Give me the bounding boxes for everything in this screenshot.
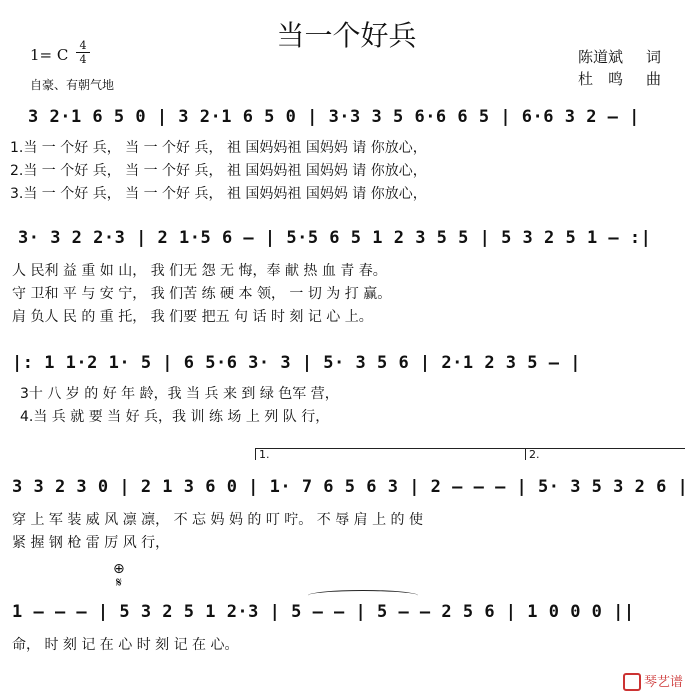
- lyric-row-5-verse-1: 命， 时 刻 记 在 心 时 刻 记 在 心。: [12, 637, 239, 653]
- composer-role: 曲: [646, 70, 662, 88]
- notation-row-3: |: 1 1·2 1· 5 | 6 5·6 3· 3 | 5· 3 5 6 | 2·1 2 3 5 – |: [12, 353, 581, 373]
- lyric-row-2-verse-1: 人 民利 益 重 如 山， 我 们无 怨 无 悔，奉 献 热 血 青 春。: [12, 263, 387, 279]
- time-signature-top: 4: [79, 39, 87, 52]
- time-signature-bottom: 4: [79, 53, 87, 66]
- watermark-text: 琴艺谱: [643, 674, 683, 690]
- tempo-marking: 自豪、有朝气地: [30, 78, 115, 92]
- volta-first-line: [255, 448, 525, 449]
- tie-slur: [308, 590, 418, 601]
- segno-icon: 𝄋: [115, 575, 122, 591]
- lyric-row-3-verse-3: 3十 八 岁 的 好 年 龄，我 当 兵 来 到 绿 色军 营，: [20, 386, 339, 402]
- song-title: 当一个好兵: [276, 19, 417, 52]
- logo-icon: [623, 673, 641, 691]
- lyric-row-4-verse-2: 紧 握 钢 枪 雷 厉 风 行，: [12, 535, 170, 551]
- watermark-logo: [623, 671, 683, 692]
- volta-second-line: [525, 448, 685, 449]
- notation-row-5: 1 – – – | 5 3 2 5 1 2·3 | 5 – – | 5 – – 2 5 6 | 1 0 0 0 ||: [12, 602, 635, 622]
- time-signature: [76, 40, 90, 65]
- volta-first-hook: [255, 448, 256, 460]
- volta-second-hook: [525, 448, 526, 460]
- volta-second-label: 2.: [529, 448, 540, 461]
- lyricist-name: 陈道斌: [578, 48, 624, 66]
- composer-name: 杜 鸣: [578, 70, 624, 88]
- lyric-row-2-verse-2: 守 卫和 平 与 安 宁， 我 们苦 练 硬 本 领， 一 切 为 打 赢。: [12, 286, 392, 302]
- key-signature: 1= C: [30, 46, 69, 64]
- lyric-row-1-verse-3: 3.当 一 个好 兵， 当 一 个好 兵， 祖 国妈妈祖 国妈妈 请 你放心，: [10, 186, 427, 202]
- lyric-row-1-verse-2: 2.当 一 个好 兵， 当 一 个好 兵， 祖 国妈妈祖 国妈妈 请 你放心，: [10, 163, 427, 179]
- lyricist-role: 词: [646, 48, 662, 66]
- lyric-row-3-verse-4: 4.当 兵 就 要 当 好 兵，我 训 练 场 上 列 队 行，: [20, 409, 330, 425]
- volta-first-label: 1.: [259, 448, 270, 461]
- lyric-row-4-verse-1: 穿 上 军 装 威 风 凛 凛， 不 忘 妈 妈 的 叮 咛。 不 辱 肩 上 的 使: [12, 512, 424, 528]
- notation-row-2: 3· 3 2 2·3 | 2 1·5 6 – | 5·5 6 5 1 2 3 5 5 | 5 3 2 5 1 – :|: [18, 228, 652, 248]
- coda-segno-mark: [113, 562, 125, 590]
- notation-row-4: 3 3 2 3 0 | 2 1 3 6 0 | 1· 7 6 5 6 3 | 2 – – – | 5· 3 5 3 2 6 |: [12, 477, 689, 497]
- notation-row-1: 3 2·1 6 5 0 | 3 2·1 6 5 0 | 3·3 3 5 6·6 6 5 | 6·6 3 2 – |: [28, 107, 640, 127]
- lyric-row-2-verse-3: 肩 负人 民 的 重 托， 我 们要 把五 句 话 时 刻 记 心 上。: [12, 309, 373, 325]
- coda-icon: ⊕: [113, 561, 125, 577]
- lyric-row-1-verse-1: 1.当 一 个好 兵， 当 一 个好 兵， 祖 国妈妈祖 国妈妈 请 你放心，: [10, 140, 427, 156]
